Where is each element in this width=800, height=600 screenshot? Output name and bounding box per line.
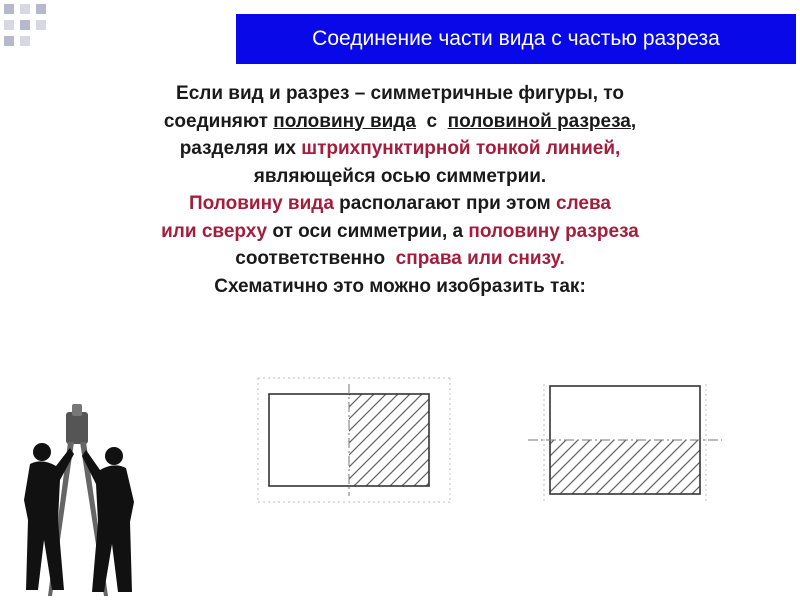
text-line-5: Половину вида располагают при этом слева xyxy=(189,193,611,214)
corner-decoration xyxy=(0,0,60,60)
slide-title-bar xyxy=(236,14,796,64)
slide-body-text xyxy=(40,80,760,300)
compass-illustration xyxy=(8,400,148,600)
slide-title: Соединение части вида с частью разреза xyxy=(312,27,720,50)
text-line-8: Схематично это можно изобразить так: xyxy=(214,275,586,297)
text-line-1: Если вид и разрез – симметричные фигуры, то xyxy=(176,83,624,104)
diagram-vertical-axis xyxy=(254,370,454,510)
text-line-3: разделяя их штрихпунктирной тонкой линией, xyxy=(179,138,621,159)
text-line-6: или сверху от оси симметрии, а половину разреза xyxy=(161,220,639,242)
text-line-4: являющейся осью симметрии. xyxy=(253,165,547,187)
diagram-horizontal-axis xyxy=(520,378,730,508)
text-line-2: соединяют половину вида с половиной разреза, xyxy=(163,110,637,132)
text-line-7: соответственно справа или снизу. xyxy=(235,248,565,269)
